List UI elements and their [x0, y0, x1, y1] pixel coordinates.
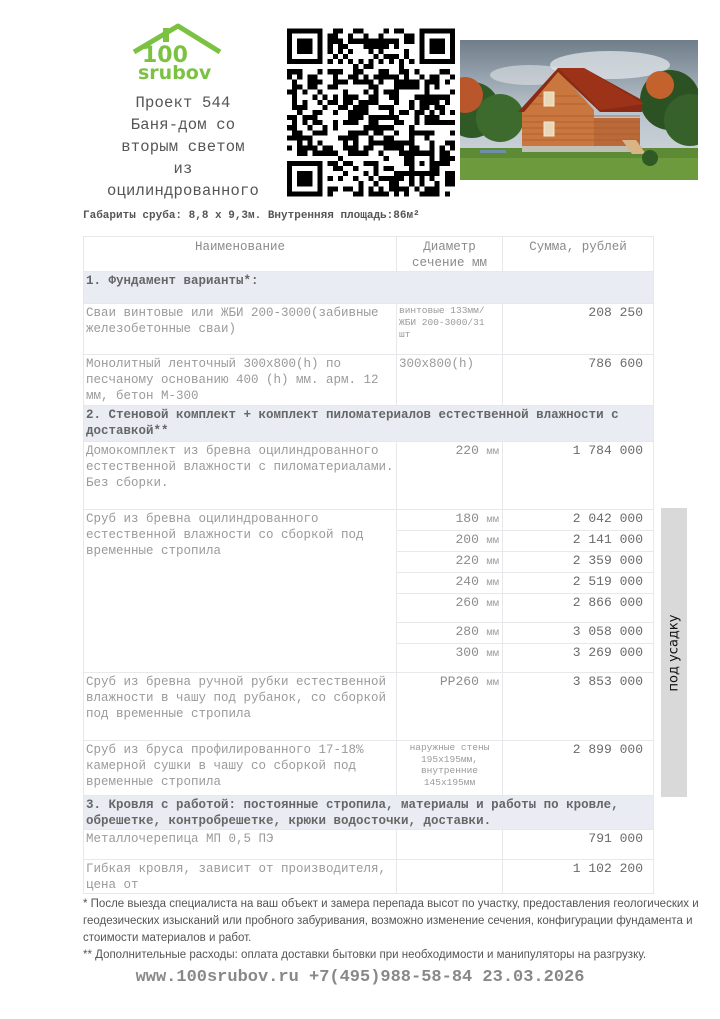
qr-code-icon [287, 28, 455, 197]
diameter-value: РР260 [439, 674, 479, 689]
item-name: Сруб из бруса профилированного 17-18% камерной сушки в чашу со сборкой под временные стропила [84, 741, 397, 796]
house-logo-icon [128, 22, 228, 82]
item-sum: 786 600 [503, 355, 654, 406]
item-diameter [397, 830, 503, 860]
item-diameter [397, 623, 503, 644]
diameter-line: 195х195мм, [420, 753, 478, 765]
diameter-value: 180 [455, 511, 479, 526]
header-sum: Сумма, рублей [503, 237, 654, 272]
section-row-roof [84, 796, 654, 830]
item-name: Сруб из бревна ручной рубки естественной влажности в чашу под рубанок, со сборкой под временные стропила [84, 673, 397, 741]
item-sum: 1 102 200 [503, 860, 654, 894]
item-diameter [397, 573, 503, 594]
table-row [84, 860, 654, 894]
item-diameter [397, 442, 503, 510]
item-name: Монолитный ленточный 300х800(h) по песчаному основанию 400 (h) мм. арм. 12 мм, бетон М-300 [84, 355, 397, 406]
item-sum: 3 058 000 [503, 623, 654, 644]
section-title: 1. Фундамент варианты*: [84, 272, 654, 304]
table-row [84, 510, 654, 531]
section-title: 3. Кровля с работой: постоянные стропила, материалы и работы по кровле, обрешетке, контробрешетке, крюки водосточки, доставки. [84, 796, 654, 830]
svg-text:100: 100 [142, 43, 188, 68]
item-sum: 2 866 000 [503, 594, 654, 623]
table-header-row [84, 237, 654, 272]
item-diameter [397, 594, 503, 623]
table-row [84, 355, 654, 406]
diameter-unit: мм [486, 556, 499, 568]
item-sum: 2 141 000 [503, 531, 654, 552]
house-photo [460, 40, 698, 180]
footnotes [83, 896, 713, 964]
section-row-walls [84, 406, 654, 442]
item-sum: 208 250 [503, 304, 654, 355]
diameter-value: 300 [455, 645, 479, 660]
title-line: Баня-дом со [130, 116, 236, 134]
diameter-value: 220 [455, 553, 479, 568]
diameter-unit: мм [486, 648, 499, 660]
table-row [84, 830, 654, 860]
project-title [83, 92, 283, 202]
diameter-unit: мм [486, 535, 499, 547]
diameter-unit: мм [486, 598, 499, 610]
item-sum: 1 784 000 [503, 442, 654, 510]
contact-footer[interactable]: www.100srubov.ru +7(495)988-58-84 23.03.2026 [135, 968, 585, 987]
title-line: Проект 544 [135, 94, 231, 112]
section-row-foundation [84, 272, 654, 304]
item-diameter [397, 673, 503, 741]
header-name: Наименование [84, 237, 397, 272]
footnote-extra-costs: ** Дополнительные расходы: оплата доставки бытовки при необходимости и манипуляторы на разгрузку. [83, 949, 647, 961]
title-line: оцилиндрованного [106, 182, 260, 200]
item-diameter [397, 552, 503, 573]
diameter-unit: мм [486, 627, 499, 639]
item-name: Металлочерепица МП 0,5 ПЭ [84, 830, 397, 860]
shrinkage-side-label [661, 508, 687, 797]
diameter-value: 200 [455, 532, 479, 547]
header-diameter-line2: сечение мм [411, 256, 487, 270]
item-diameter [397, 644, 503, 673]
table-row [84, 304, 654, 355]
item-sum: 3 269 000 [503, 644, 654, 673]
item-diameter: винтовые 133мм/ЖБИ 200-3000/31 шт [397, 304, 503, 355]
item-sum: 2 359 000 [503, 552, 654, 573]
diameter-unit: мм [486, 514, 499, 526]
svg-text:srubov: srubov [138, 62, 212, 82]
diameter-unit: мм [486, 677, 499, 689]
item-diameter [397, 741, 503, 796]
table-row [84, 741, 654, 796]
item-sum: 2 519 000 [503, 573, 654, 594]
item-sum: 791 000 [503, 830, 654, 860]
house-render-image [460, 40, 698, 180]
title-line: из [173, 160, 193, 178]
diameter-value: 260 [455, 595, 479, 610]
side-label-text: под усадку [666, 614, 682, 691]
item-name: Гибкая кровля, зависит от производителя, цена от [84, 860, 397, 894]
item-sum: 2 042 000 [503, 510, 654, 531]
header-diameter-line1: Диаметр [423, 240, 476, 254]
item-name: Сваи винтовые или ЖБИ 200-3000(забивные железобетонные сваи) [84, 304, 397, 355]
qr-code[interactable] [287, 28, 455, 197]
diameter-line: наружные стены [409, 742, 490, 753]
footnote-foundation: * После выезда специалиста на ваш объект и замера перепада высот по участку, предоставления геологических и геодезических изысканий или пробного забуривания, возможно изменение сечения, конфигурации фундамента и стоимости материалов и работ. [83, 898, 699, 944]
header-diameter [397, 237, 503, 272]
table-row [84, 442, 654, 510]
item-diameter [397, 531, 503, 552]
dimensions-text: Габариты сруба: 8,8 х 9,3м. Внутренняя площадь:86м² [83, 210, 420, 222]
price-table [83, 236, 654, 894]
diameter-value: 220 [455, 443, 479, 458]
title-line: вторым светом [121, 138, 245, 156]
item-diameter [397, 510, 503, 531]
section-title: 2. Стеновой комплект + комплект пиломатериалов естественной влажности с доставкой** [84, 406, 654, 442]
diameter-line: 145х195мм [423, 776, 476, 788]
table-row [84, 673, 654, 741]
diameter-value: 280 [455, 624, 479, 639]
item-diameter [397, 860, 503, 894]
diameter-line: внутренние [420, 765, 478, 776]
item-name: Домокомплект из бревна оцилиндрованного естественной влажности с пиломатериалами. Без сборки. [84, 442, 397, 510]
item-name: Сруб из бревна оцилиндрованного естественной влажности со сборкой под временные стропила [84, 510, 397, 673]
diameter-value: 240 [455, 574, 479, 589]
company-logo [128, 22, 228, 82]
item-diameter: 300х800(h) [397, 355, 503, 406]
diameter-unit: мм [486, 446, 499, 458]
diameter-unit: мм [486, 577, 499, 589]
item-sum: 3 853 000 [503, 673, 654, 741]
item-sum: 2 899 000 [503, 741, 654, 796]
